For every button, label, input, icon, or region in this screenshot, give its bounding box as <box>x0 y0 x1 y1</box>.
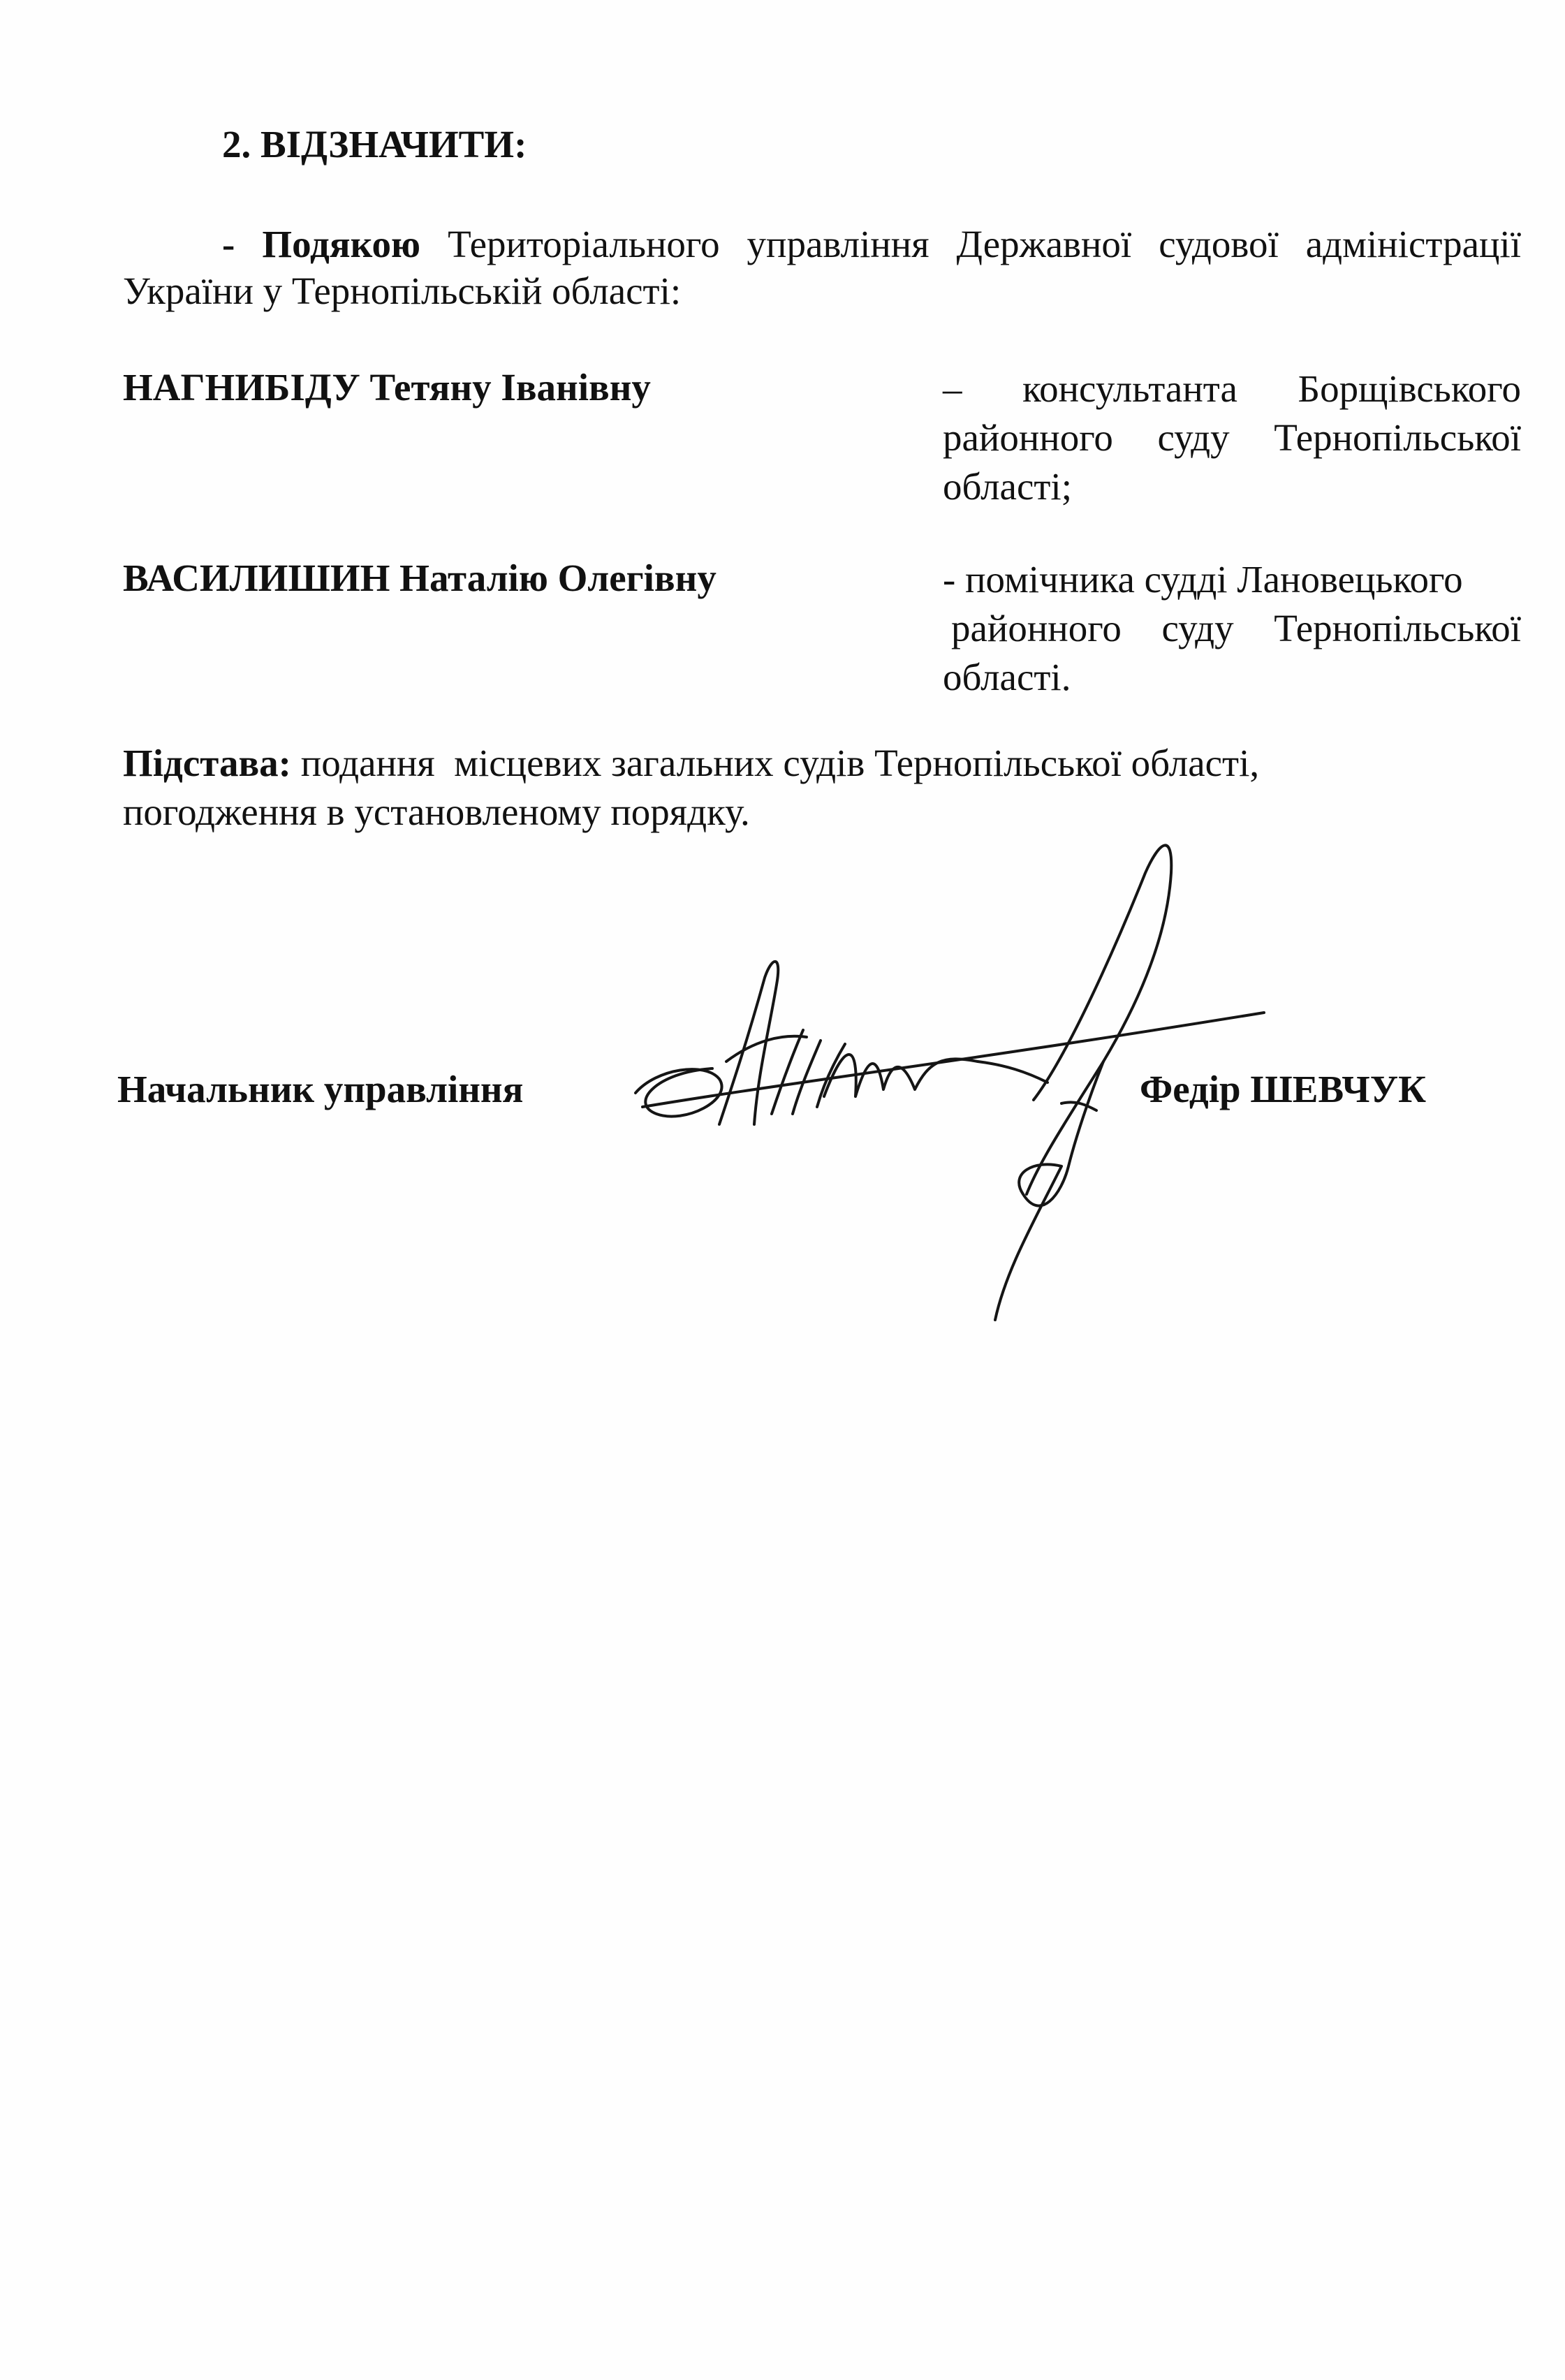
person-position-line: області. <box>943 656 1071 698</box>
award-dash: - <box>222 223 263 265</box>
person-position-line: - помічника судді Лановецького <box>943 558 1463 601</box>
award-name: Подякою <box>262 223 421 265</box>
award-line-1 <box>222 220 1521 269</box>
signatory-title: Начальник управління <box>117 1068 524 1110</box>
basis-line-1 <box>123 739 1259 788</box>
person-position-line: районного суду Тернопільської <box>943 416 1521 459</box>
signatory-name: Федір ШЕВЧУК <box>1140 1068 1427 1110</box>
person-position-line: районного суду Тернопільської <box>951 607 1521 649</box>
basis-label: Підстава: <box>123 742 292 784</box>
award-line-2: України у Тернопільській області: <box>123 270 682 312</box>
handwritten-signature <box>615 831 1285 1341</box>
person-name: ВАСИЛИШИН Наталію Олегівну <box>123 557 717 599</box>
basis-line-2: погодження в установленому порядку. <box>123 791 750 833</box>
award-issuer: Територіального управління Державної судової адміністрації <box>420 223 1521 265</box>
section-heading: 2. ВІДЗНАЧИТИ: <box>222 123 527 166</box>
person-position-line: – консультанта Борщівського <box>943 367 1521 410</box>
basis-text: подання місцевих загальних судів Тернопільської області, <box>291 742 1260 784</box>
person-position-line: області; <box>943 465 1072 508</box>
person-name: НАГНИБІДУ Тетяну Іванівну <box>123 366 651 409</box>
